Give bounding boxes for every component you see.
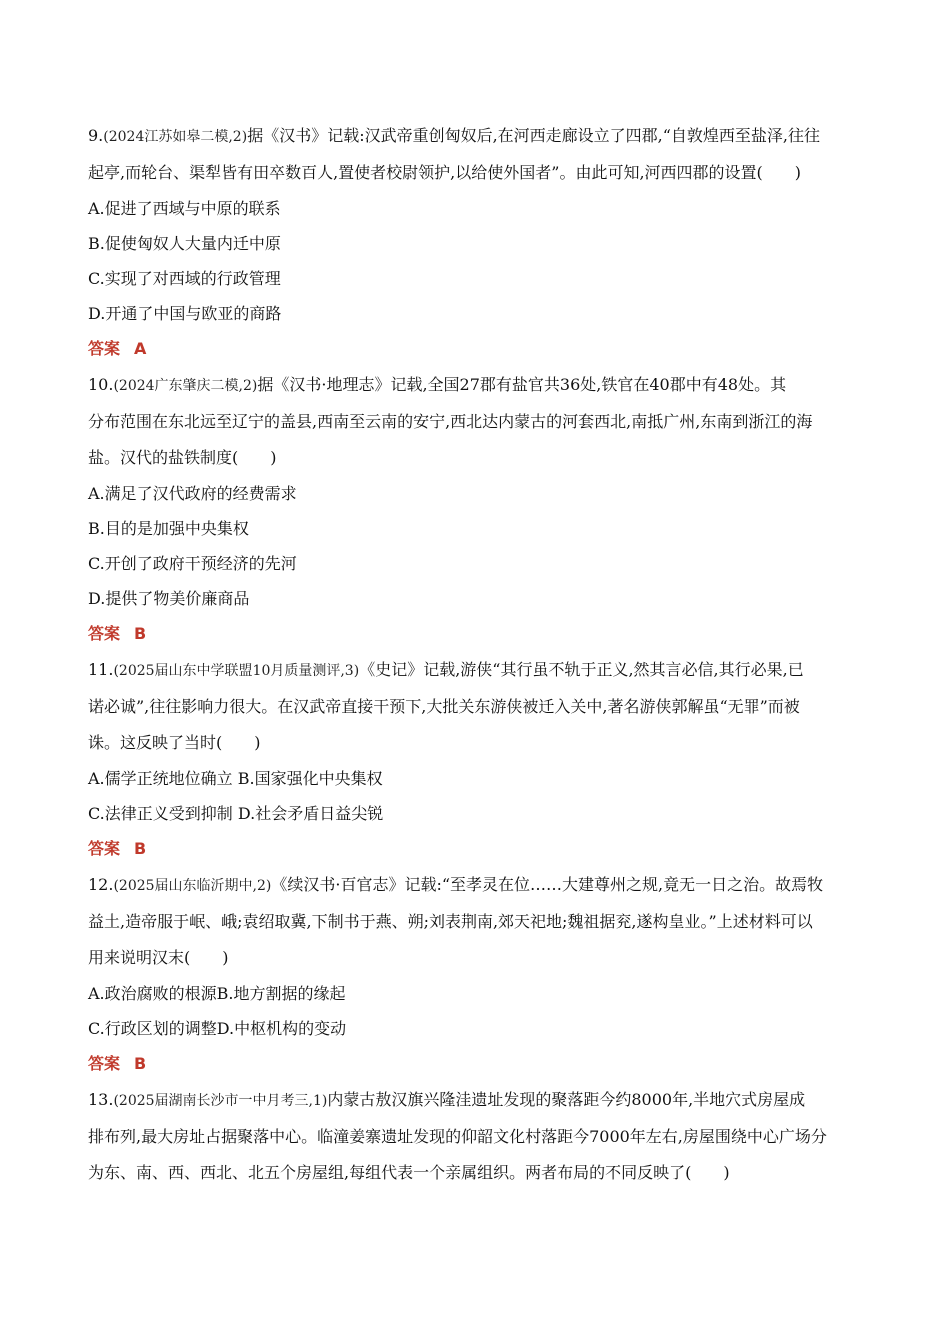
answer-label: 答案 xyxy=(88,839,121,858)
question-source: (2025届湖南长沙市一中月考三,1) xyxy=(113,1093,328,1109)
option-cd: C.法律正义受到抑制 D.社会矛盾日益尖锐 xyxy=(88,804,384,823)
question-source: (2025届山东中学联盟10月质量测评,3) xyxy=(113,663,360,679)
option-ab: A.儒学正统地位确立 B.国家强化中央集权 xyxy=(88,769,383,788)
question-stem-line: 诛。这反映了当时( ) xyxy=(88,733,261,752)
question-text: 据《汉书》记载:汉武帝重创匈奴后,在河西走廊设立了四郡,“自敦煌西至盐泽,往往 xyxy=(247,126,821,145)
question-stem-line: 排布列,最大房址占据聚落中心。临潼姜寨遗址发现的仰韶文化村落距今7000年左右,房屋围绕中心广场分 xyxy=(88,1127,827,1146)
question-number: 11. xyxy=(88,660,114,679)
option-c: C.开创了政府干预经济的先河 xyxy=(88,554,297,573)
answer-label: 答案 xyxy=(88,339,121,358)
question-stem-line xyxy=(88,867,866,904)
question-11 xyxy=(88,652,866,867)
question-source: (2025届山东临沂期中,2) xyxy=(113,878,272,894)
answer-line xyxy=(88,1046,866,1082)
question-text: 《史记》记载,游侠“其行虽不轨于正义,然其言必信,其行必果,已 xyxy=(359,660,804,679)
question-stem-line xyxy=(88,652,866,689)
question-text: 内蒙古敖汉旗兴隆洼遗址发现的聚落距今约8000年,半地穴式房屋成 xyxy=(327,1090,806,1109)
question-text: 《续汉书·百官志》记载:“至孝灵在位……大建尊州之规,竟无一日之治。故焉牧 xyxy=(271,875,824,894)
answer-line xyxy=(88,831,866,867)
answer-line xyxy=(88,331,866,367)
exam-page xyxy=(88,118,866,1191)
question-9 xyxy=(88,118,866,367)
question-number: 9. xyxy=(88,126,104,145)
answer-value: A xyxy=(134,339,147,358)
option-b: B.目的是加强中央集权 xyxy=(88,519,249,538)
answer-value: B xyxy=(134,839,147,858)
option-cd: C.行政区划的调整D.中枢机构的变动 xyxy=(88,1019,347,1038)
answer-value: B xyxy=(134,1054,147,1073)
option-d: D.开通了中国与欧亚的商路 xyxy=(88,304,282,323)
question-source: (2024江苏如皋二模,2) xyxy=(103,129,248,145)
answer-line xyxy=(88,616,866,652)
answer-label: 答案 xyxy=(88,1054,121,1073)
option-b: B.促使匈奴人大量内迁中原 xyxy=(88,234,281,253)
question-source: (2024广东肇庆二模,2) xyxy=(113,378,258,394)
question-stem-line xyxy=(88,367,866,404)
option-a: A.满足了汉代政府的经费需求 xyxy=(88,484,297,503)
question-text: 据《汉书·地理志》记载,全国27郡有盐官共36处,铁官在40郡中有48处。其 xyxy=(257,375,787,394)
question-number: 12. xyxy=(88,875,114,894)
question-stem-line: 诺必诚”,往往影响力很大。在汉武帝直接干预下,大批关东游侠被迁入关中,著名游侠郭解虽“无罪”而被 xyxy=(88,697,800,716)
option-ab: A.政治腐败的根源B.地方割据的缘起 xyxy=(88,984,346,1003)
answer-value: B xyxy=(134,624,147,643)
question-stem-line: 盐。汉代的盐铁制度( ) xyxy=(88,448,277,467)
question-stem-line: 益土,造帝服于岷、峨;袁绍取冀,下制书于燕、朔;刘表荆南,郊天祀地;魏祖据兖,遂构皇业。”上述材料可以 xyxy=(88,912,813,931)
option-a: A.促进了西域与中原的联系 xyxy=(88,199,281,218)
question-number: 13. xyxy=(88,1090,114,1109)
question-12 xyxy=(88,867,866,1082)
option-c: C.实现了对西域的行政管理 xyxy=(88,269,281,288)
answer-label: 答案 xyxy=(88,624,121,643)
question-stem-line xyxy=(88,118,866,155)
question-stem-line: 为东、南、西、西北、北五个房屋组,每组代表一个亲属组织。两者布局的不同反映了( ) xyxy=(88,1163,730,1182)
question-stem-line: 分布范围在东北远至辽宁的盖县,西南至云南的安宁,西北达内蒙古的河套西北,南抵广州,东南到浙江的海 xyxy=(88,412,813,431)
question-stem-line xyxy=(88,1082,866,1119)
question-13 xyxy=(88,1082,866,1191)
question-10 xyxy=(88,367,866,652)
question-number: 10. xyxy=(88,375,114,394)
question-stem-line: 起亭,而轮台、渠犁皆有田卒数百人,置使者校尉领护,以给使外国者”。由此可知,河西四郡的设置( ) xyxy=(88,163,802,182)
question-stem-line: 用来说明汉末( ) xyxy=(88,948,229,967)
option-d: D.提供了物美价廉商品 xyxy=(88,589,250,608)
